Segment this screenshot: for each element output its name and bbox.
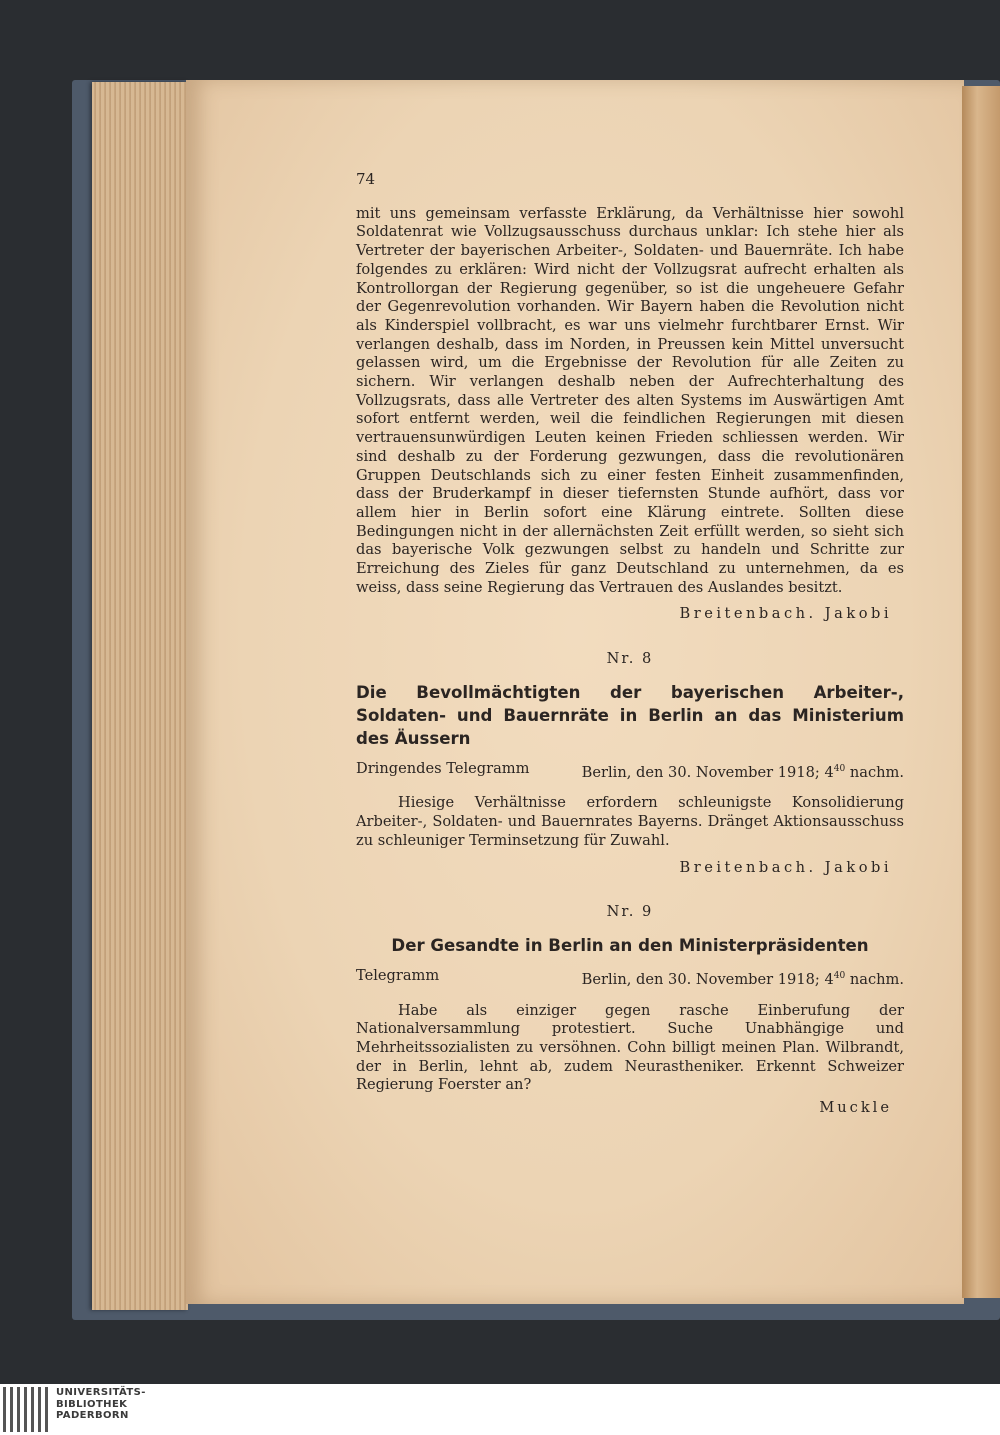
doc9-place-date: Berlin, den 30. November 1918; — [581, 970, 820, 988]
library-name — [56, 1387, 146, 1422]
doc9-time-suffix: nachm. — [849, 970, 904, 988]
doc8-datetime — [582, 760, 904, 783]
doc9-time-min: 40 — [833, 970, 846, 981]
intro-paragraph: mit uns gemeinsam verfasste Erklärung, da Verhältnisse hier sowohl Soldatenrat wie Vollzugsausschuss durchaus unklar: Ich stehe hier als Vertreter der bayerischen Arbeiter-, Soldaten- und Bauernräte. Ich habe folgendes zu erklären: Wird nicht der Vollzugsrat aufrecht erhalten als Kontrollorgan der Regierung gegenüber, so ist die ungeheuere Gefahr der Gegenrevolution vorhanden. Wir Bayern haben die Revolution nicht als Kinderspiel vollbracht, es war uns vielmehr furchtbarer Ernst. Wir verlangen deshalb, dass im Norden, in Preussen kein Mittel unversucht gelassen wird, um die Ergebnisse der Revolution für alle Zeiten zu sichern. Wir verlangen deshalb neben der Aufrechterhaltung des Vollzugsrats, dass alle Vertreter des alten Systems im Auswärtigen Amt sofort entfernt werden, weil die feindlichen Regierungen mit diesen vertrauensunwürdigen Leuten keinen Frieden schliessen werden. Wir sind deshalb zu der Forderung gezwungen, dass die revolutionären Gruppen Deutschlands sich zu einer festen Einheit zusammenfinden, dass der Bruderkampf in dieser tiefernsten Stunde aufhört, dass vor allem hier in Berlin sofort eine Klärung eintrete. Sollten diese Bedingungen nicht in der allernächsten Zeit erfüllt werden, so sieht sich das bayerische Volk gezwungen selbst zu handeln und Schritte zur Erreichung des Zieles für ganz Deutschland zu unternehmen, da es weiss, dass seine Regierung das Vertrauen des Auslandes besitzt. — [356, 204, 904, 596]
next-page-edge — [962, 86, 1000, 1298]
doc8-kind: Dringendes Telegramm — [356, 759, 530, 777]
page-stack-edge — [92, 82, 188, 1310]
library-footer — [0, 1384, 1000, 1435]
page-number: 74 — [356, 170, 376, 188]
library-line-3: PADERBORN — [56, 1410, 129, 1421]
doc9-body: Habe als einziger gegen rasche Einberufung der Nationalversammlung protestiert. Suche Unabhängige und Mehrheitssozialisten zu versöhnen. Cohn billigt meinen Plan. Wilbrandt, der in Berlin, lehnt ab, zudem Neurastheniker. Erkennt Schweizer Regierung Foerster an? — [356, 1001, 904, 1094]
doc8-time-suffix: nachm. — [849, 763, 904, 781]
doc9-telegram-line — [356, 967, 904, 990]
intro-signature: Breitenbach. Jakobi — [679, 605, 892, 623]
doc8-title: Die Bevollmächtigten der bayerischen Arbeiter-, Soldaten- und Bauernräte in Berlin an das Ministerium des Äussern — [356, 682, 904, 748]
doc8-place-date: Berlin, den 30. November 1918; — [581, 763, 820, 781]
doc8-number: Nr. 8 — [606, 650, 654, 668]
library-logo-icon — [3, 1387, 51, 1432]
page-content — [356, 170, 904, 1118]
doc9-datetime — [582, 967, 904, 990]
doc9-time-hour: 4 — [824, 970, 834, 988]
doc9-number: Nr. 9 — [606, 903, 654, 921]
doc8-time-hour: 4 — [824, 763, 834, 781]
doc9-title: Der Gesandte in Berlin an den Ministerpräsidenten — [391, 935, 869, 955]
library-line-1: UNIVERSITÄTS- — [56, 1387, 146, 1398]
doc8-signature: Breitenbach. Jakobi — [679, 858, 892, 876]
doc8-telegram-line — [356, 760, 904, 783]
doc8-time-min: 40 — [833, 763, 846, 774]
doc8-body: Hiesige Verhältnisse erfordern schleunigste Konsolidierung Arbeiter-, Soldaten- und Bauernrates Bayerns. Dränget Aktionsausschuss zu schleuniger Terminsetzung für Zuwahl. — [356, 794, 904, 849]
doc9-kind: Telegramm — [356, 966, 440, 984]
doc9-signature: Muckle — [819, 1099, 892, 1117]
library-line-2: BIBLIOTHEK — [56, 1398, 128, 1410]
